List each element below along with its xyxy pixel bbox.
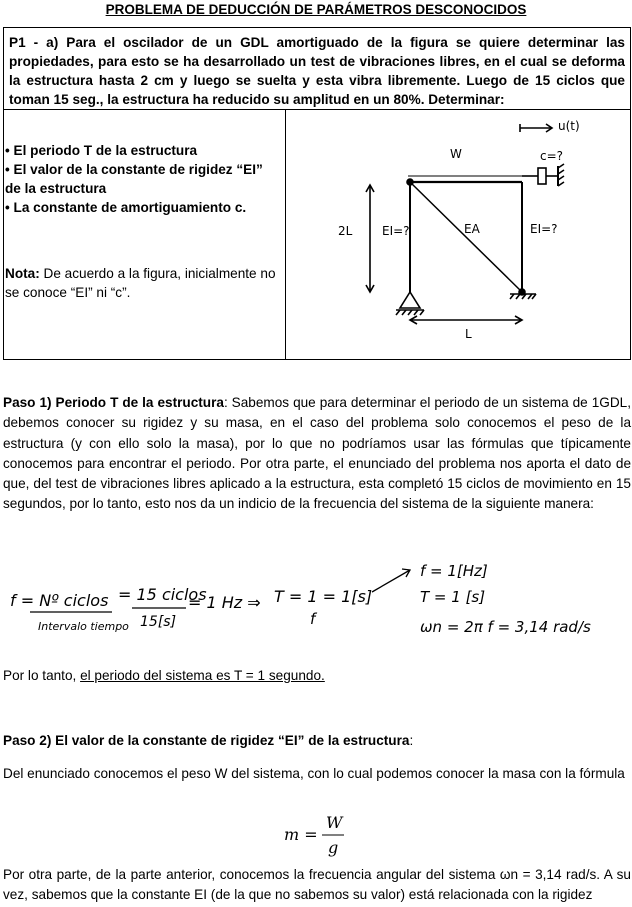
left-support <box>400 292 420 308</box>
conclusion-prefix: Por lo tanto, <box>3 668 81 683</box>
hw-f-res: f = 1[Hz] <box>420 562 488 580</box>
bullet-item: • El periodo T de la estructura <box>5 143 198 158</box>
hw-t-res: T = 1 [s] <box>420 588 486 606</box>
bullet-item: • La constante de amortiguamiento c. <box>5 200 247 215</box>
hw-ratio-num: = 15 ciclos <box>118 585 207 604</box>
damper-body <box>538 168 546 184</box>
note-text: De acuerdo a la figura, inicialmente no se conoce “EI” ni “c”. <box>5 266 276 300</box>
note <box>5 264 277 302</box>
structure-figure <box>330 110 630 350</box>
hw-f-eq: f = Nº ciclos <box>10 591 109 610</box>
diagonal-bar <box>410 182 522 292</box>
problem-statement: P1 - a) Para el oscilador de un GDL amortiguado de la figura se quiere determinar las propiedades, para esto se ha desarrollado un test de vibraciones libres, en el cual se deforma la estructura hasta 2 cm y luego se suelta y esta vibra libremente. Luego de 15 ciclos que toman 15 seg., la estructura ha reducido su amplitud en un 80%. Determinar: <box>4 28 630 110</box>
formula-num: W <box>326 813 343 832</box>
step2-paragraph: Del enunciado conocemos el peso W del sistema, con lo cual podemos conocer la masa con la fórmula <box>3 766 625 781</box>
label-2l: 2L <box>338 224 353 238</box>
hw-f-den: Intervalo tiempo <box>38 620 129 633</box>
bullet-list <box>5 141 277 217</box>
hw-one-hz: = 1 Hz ⇒ <box>188 593 261 612</box>
hw-w-res: ωn = 2π f = 3,14 rad/s <box>420 618 591 636</box>
final-paragraph: Por otra parte, de la parte anterior, conocemos la frecuencia angular del sistema ωn = 3,14 rad/s. A su vez, sabemos que la constante EI (de la que no sabemos su valor) está relacionada con la rigidez <box>3 867 631 903</box>
label-ei-left: EI=? <box>382 224 410 238</box>
step2-suffix: : <box>409 733 414 748</box>
formula-den: g <box>328 838 339 857</box>
step2-heading <box>3 731 631 751</box>
hw-ratio-den: 15[s] <box>140 614 177 630</box>
hw-t-eq: T = 1 = 1[s] <box>274 587 373 606</box>
label-l: L <box>465 327 472 341</box>
page-title: PROBLEMA DE DEDUCCIÓN DE PARÁMETROS DESCONOCIDOS <box>105 2 527 17</box>
note-label: Nota: <box>5 266 40 281</box>
conclusion <box>3 666 631 686</box>
label-c: c=? <box>540 149 564 163</box>
step1-label: Paso 1) Periodo T de la estructura <box>3 395 224 410</box>
hw-t-den: f <box>310 610 316 628</box>
conclusion-result: el periodo del sistema es T = 1 segundo. <box>80 668 325 683</box>
handwritten-calculation <box>0 540 632 660</box>
step1-text: : Sabemos que para determinar el periodo de un sistema de 1GDL, debemos conocer su rigidez y su masa, en el caso del problema solo conocemos el peso de la estructura (y con ello solo la masa), por lo que no podríamos usar las fórmulas que típicamente conocemos para encontrar el periodo. Por otra parte, el enunciado del problema nos aporta el dato de que, del test de vibraciones libres aplicado a la estructura, esta completó 15 ciclos de movimiento en 15 segundos, por lo tanto, esto nos da un indicio de la frecuencia del sistema de la siguiente manera: <box>3 395 631 512</box>
step1-paragraph <box>3 393 631 515</box>
label-w: W <box>450 147 462 161</box>
formula-lhs: m = <box>284 825 318 844</box>
box-divider <box>285 110 286 360</box>
joint <box>407 179 413 185</box>
step2-label: Paso 2) El valor de la constante de rigidez “EI” de la estructura <box>3 733 410 748</box>
label-ei-right: EI=? <box>530 222 558 236</box>
label-ea: EA <box>464 222 480 236</box>
mass-formula <box>282 810 362 860</box>
label-ut: u(t) <box>558 119 580 133</box>
bullet-item: • El valor de la constante de rigidez “EI” de la estructura <box>5 162 263 196</box>
